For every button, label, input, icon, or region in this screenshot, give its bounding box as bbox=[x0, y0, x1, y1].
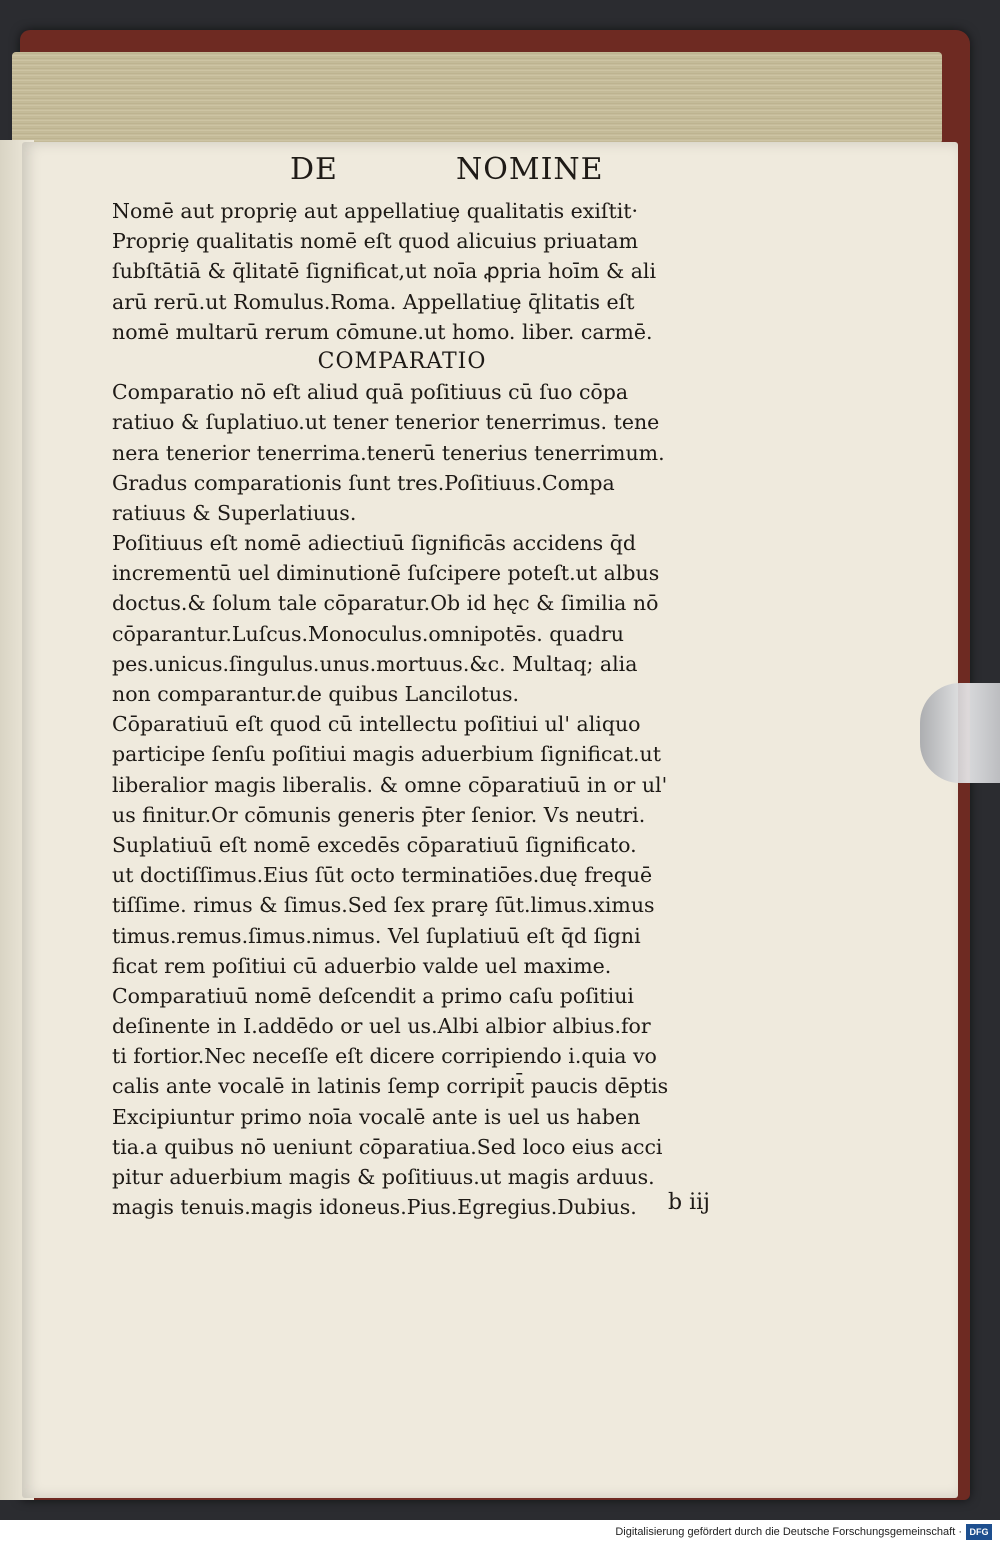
text-line: Comparatio nō eſt aliud quā poſitiuus cū ſuo cōpa bbox=[112, 380, 629, 405]
text-line: participe ſenſu poſitiui magis aduerbium ſignificat.ut bbox=[112, 742, 661, 767]
text-line: ti fortior.Nec neceſſe eſt dicere corripiendo i.quia vo bbox=[112, 1044, 657, 1069]
text-line: Gradus comparationis ſunt tres.Poſitiuus.Compa bbox=[112, 470, 615, 495]
header-left: DE bbox=[290, 152, 338, 187]
signature-mark: b iij bbox=[668, 1190, 710, 1215]
text-line: ſubſtātiā & q̄litatē ſignificat,ut noīa ꝓpria hoīm & ali bbox=[112, 259, 657, 284]
text-block bbox=[112, 196, 792, 1222]
text-line: ut doctiſſimus.Eius ſūt octo terminatiōes.duę frequē bbox=[112, 863, 653, 888]
text-line: Propriȩ qualitatis nomē eſt quod alicuius priuatam bbox=[112, 229, 639, 254]
text-line: Comparatiuū nomē deſcendit a primo caſu poſitiui bbox=[112, 983, 634, 1008]
text-line: nomē multarū rerum cōmune.ut homo. liber. carmē. bbox=[112, 319, 653, 344]
text-line: ficat rem poſitiui cū aduerbio valde uel maxime. bbox=[112, 953, 612, 978]
text-line: us finitur.Or cōmunis generis p̄ter ſenior. Vs neutri. bbox=[112, 802, 646, 827]
header-right: NOMINE bbox=[456, 152, 604, 187]
text-line: Nomē aut propriȩ aut appellatiuȩ qualitatis exiſtit· bbox=[112, 199, 639, 223]
text-line: pes.unicus.ſingulus.unus.mortuus.&c. Multaq; alia bbox=[112, 651, 638, 676]
text-line: magis tenuis.magis idoneus.Pius.Egregius.Dubius. bbox=[112, 1195, 637, 1220]
running-header bbox=[0, 148, 1000, 192]
text-line: ratiuus & Superlatiuus. bbox=[112, 500, 357, 525]
page-edges bbox=[12, 52, 942, 144]
text-line: Cōparatiuū eſt quod cū intellectu poſitiui ul' aliquo bbox=[112, 712, 641, 737]
footer-bar bbox=[0, 1520, 1000, 1546]
text-line: liberalior magis liberalis. & omne cōparatiuū in or ul' bbox=[112, 772, 668, 797]
text-line: arū rerū.ut Romulus.Roma. Appellatiuȩ q̄litatis eſt bbox=[112, 289, 635, 314]
text-line: pitur aduerbium magis & poſitiuus.ut magis arduus. bbox=[112, 1165, 655, 1189]
text-line: Suplatiuū eſt nomē excedēs cōparatiuū ſignificato. bbox=[112, 832, 637, 857]
text-line: non comparantur.de quibus Lancilotus. bbox=[112, 682, 520, 706]
dfg-logo: DFG bbox=[966, 1524, 992, 1540]
funding-credit: Digitalisierung gefördert durch die Deutsche Forschungsgemeinschaft · bbox=[615, 1526, 962, 1538]
text-line: tia.a quibus nō ueniunt cōparatiua.Sed loco eius acci bbox=[112, 1134, 663, 1159]
section-heading: COMPARATIO bbox=[317, 348, 487, 374]
text-line: Excipiuntur primo noīa vocalē ante is uel us haben bbox=[112, 1104, 641, 1129]
text-line: nera tenerior tenerrima.tenerū tenerius tenerrimum. bbox=[112, 440, 665, 465]
text-line: doctus.& ſolum tale cōparatur.Ob id hęc & ſimilia nō bbox=[112, 591, 659, 616]
text-line: deſinente in I.addēdo or uel us.Albi albior albius.for bbox=[112, 1014, 651, 1039]
text-line: Poſitiuus eſt nomē adiectiuū ſignificās accidens q̄d bbox=[112, 531, 636, 556]
text-line: calis ante vocalē in latinis ſemp corripit̄ paucis dēptis bbox=[112, 1074, 669, 1099]
text-line: ratiuo & ſuplatiuo.ut tener tenerior tenerrimus. tene bbox=[112, 410, 660, 435]
page-clip bbox=[920, 683, 1000, 783]
text-line: tiſſime. rimus & ſimus.Sed ſex prarȩ ſūt.limus.ximus bbox=[112, 893, 655, 918]
text-line: incrementū uel diminutionē ſuſcipere poteſt.ut albus bbox=[112, 561, 660, 586]
text-line: cōparantur.Luſcus.Monoculus.omnipotēs. quadru bbox=[112, 621, 624, 646]
text-line: timus.remus.ſimus.nimus. Vel ſuplatiuū eſt q̄d ſigni bbox=[112, 923, 641, 948]
